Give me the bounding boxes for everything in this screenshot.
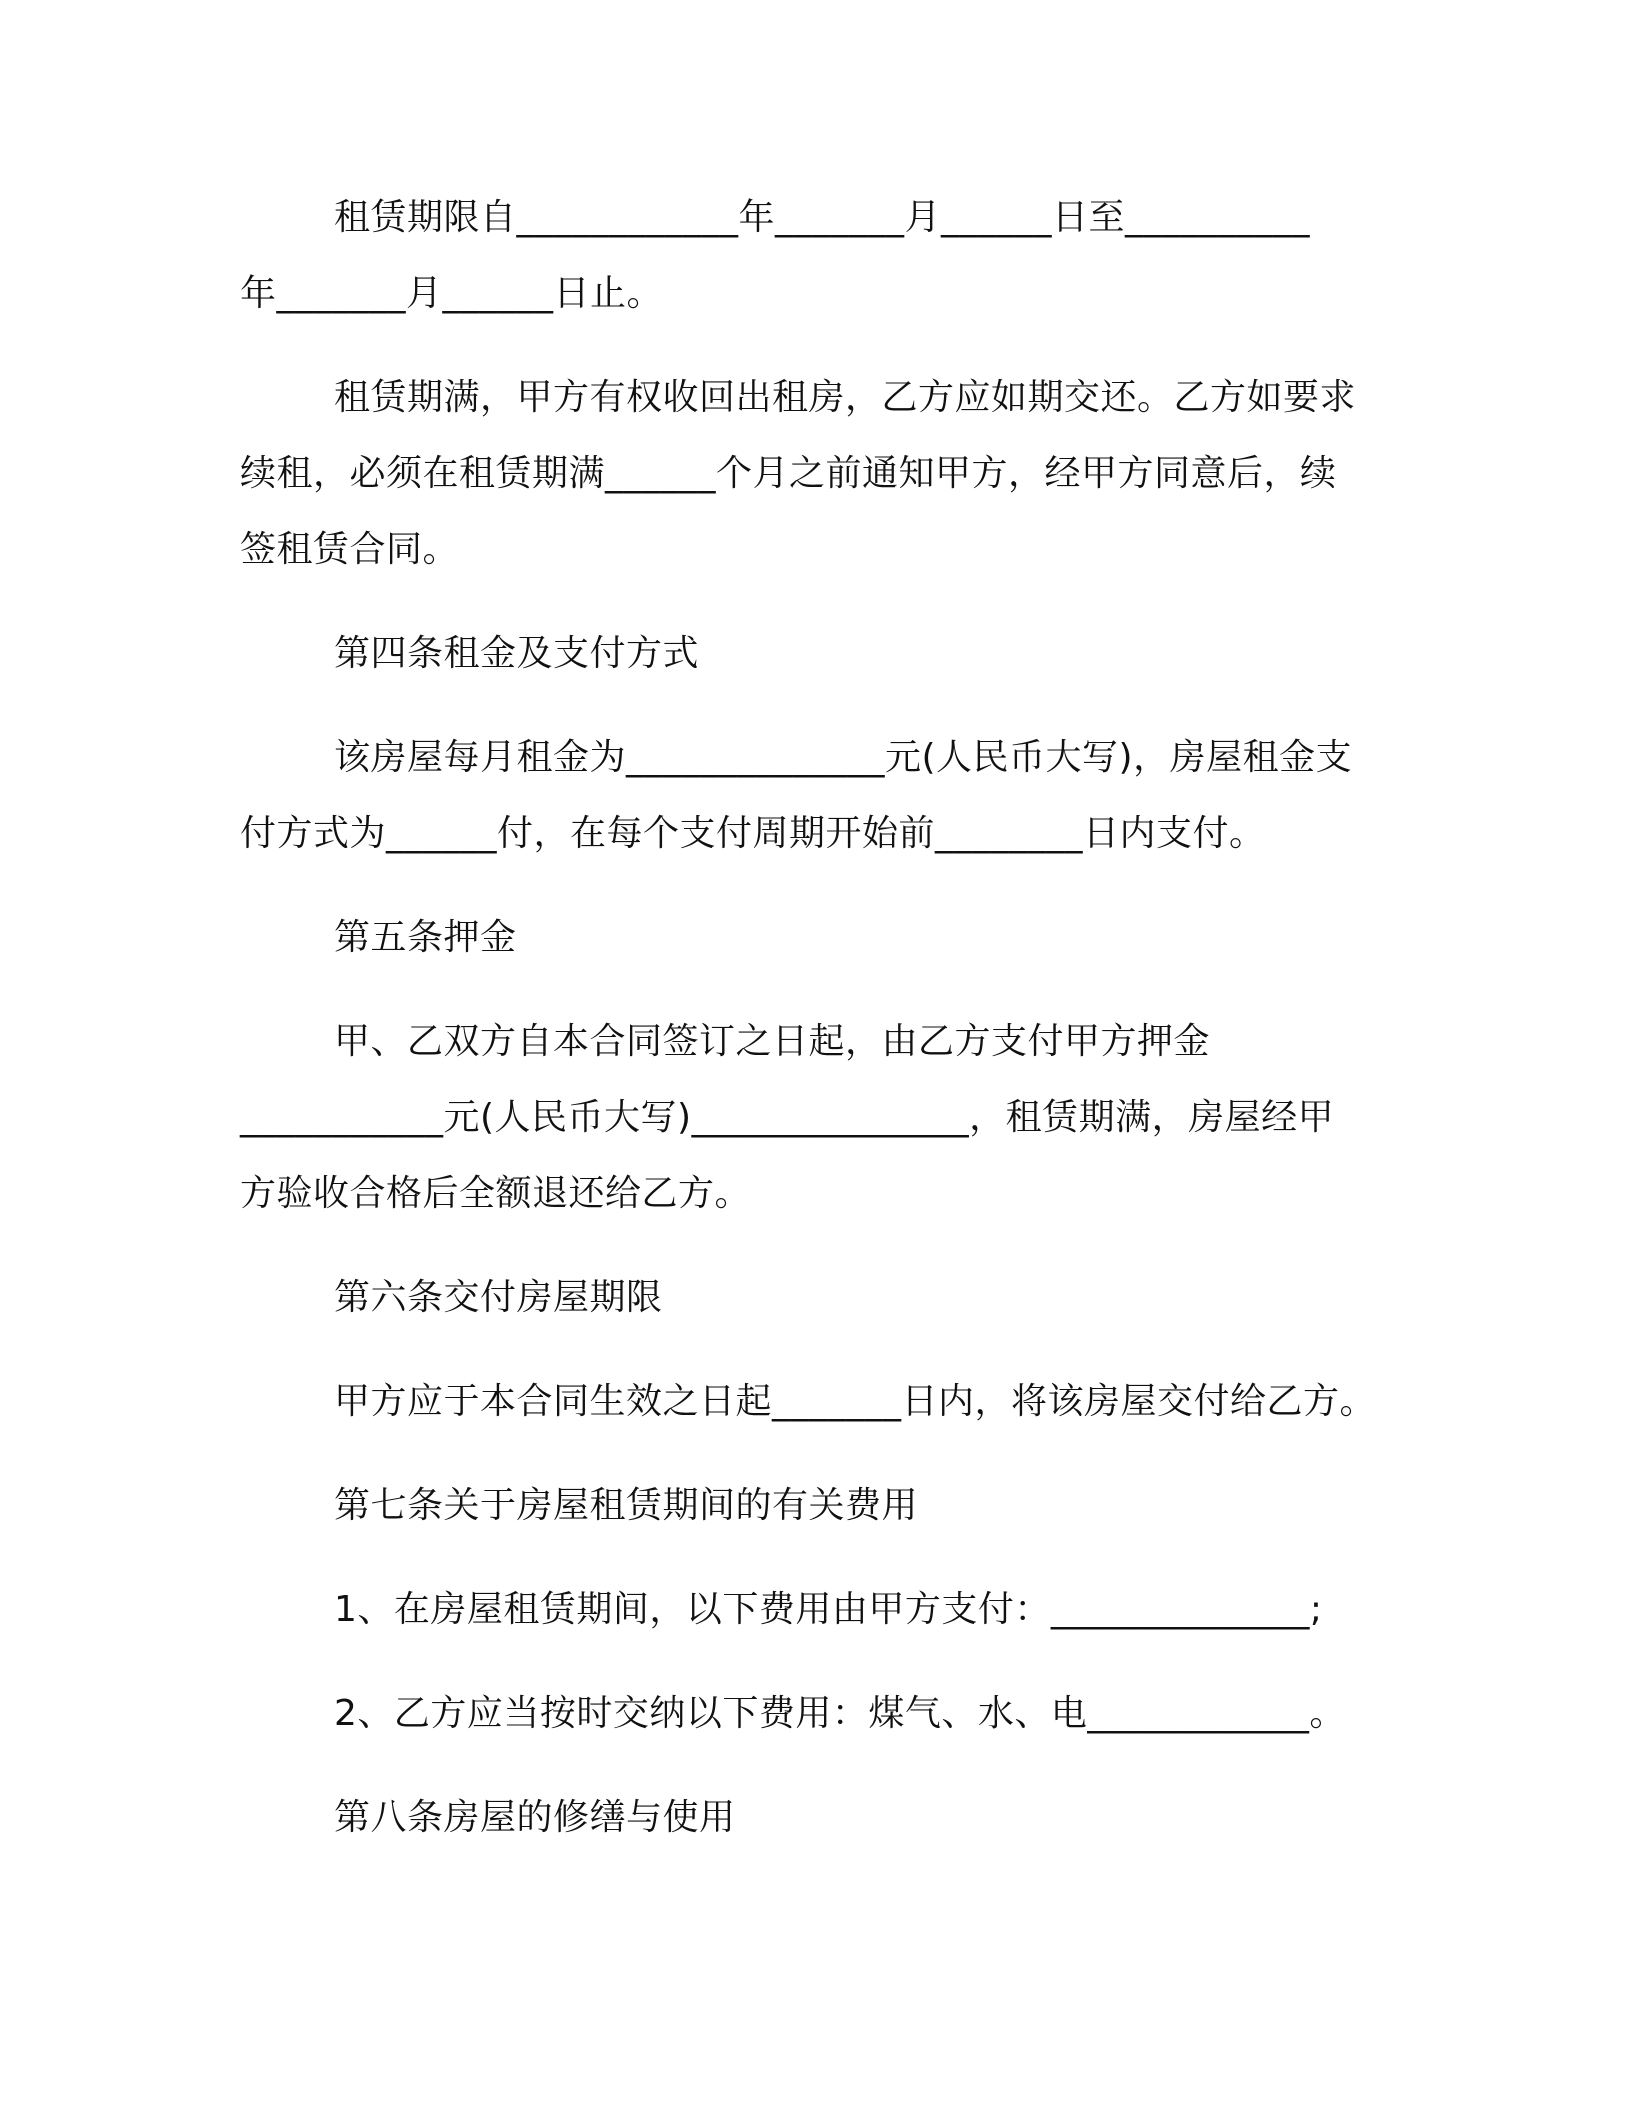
article-7-heading: 第七条关于房屋租赁期间的有关费用 (334, 1485, 919, 1526)
deposit-paragraph-line-3: 方验收合格后全额退还给乙方。 (240, 1173, 752, 1214)
renewal-paragraph-line-2: 续租，必须在租赁期满______个月之前通知甲方，经甲方同意后，续 (240, 453, 1337, 494)
article-6-heading: 第六条交付房屋期限 (334, 1277, 663, 1318)
fees-item-1: 1、在房屋租赁期间，以下费用由甲方支付：______________; (334, 1589, 1323, 1630)
lease-term-line-2: 年_______月______日止。 (240, 273, 664, 314)
renewal-paragraph-line-1: 租赁期满，甲方有权收回出租房，乙方应如期交还。乙方如要求 (334, 377, 1357, 418)
article-4-heading: 第四条租金及支付方式 (334, 633, 700, 674)
deposit-paragraph-line-2: ___________元(人民币大写)_______________，租赁期满，房屋经甲 (240, 1097, 1335, 1138)
article-5-heading: 第五条押金 (334, 917, 517, 958)
article-8-heading: 第八条房屋的修缮与使用 (334, 1797, 736, 1838)
rent-paragraph-line-1: 该房屋每月租金为______________元(人民币大写)，房屋租金支 (334, 737, 1353, 778)
fees-item-2: 2、乙方应当按时交纳以下费用：煤气、水、电____________。 (334, 1693, 1346, 1734)
deposit-paragraph-line-1: 甲、乙双方自本合同签订之日起，由乙方支付甲方押金 (334, 1021, 1211, 1062)
rent-paragraph-line-2: 付方式为______付，在每个支付周期开始前________日内支付。 (240, 813, 1266, 854)
renewal-paragraph-line-3: 签租赁合同。 (240, 529, 460, 570)
lease-term-line-1: 租赁期限自____________年_______月______日至__________ (334, 197, 1311, 238)
delivery-paragraph: 甲方应于本合同生效之日起_______日内，将该房屋交付给乙方。 (334, 1381, 1377, 1422)
